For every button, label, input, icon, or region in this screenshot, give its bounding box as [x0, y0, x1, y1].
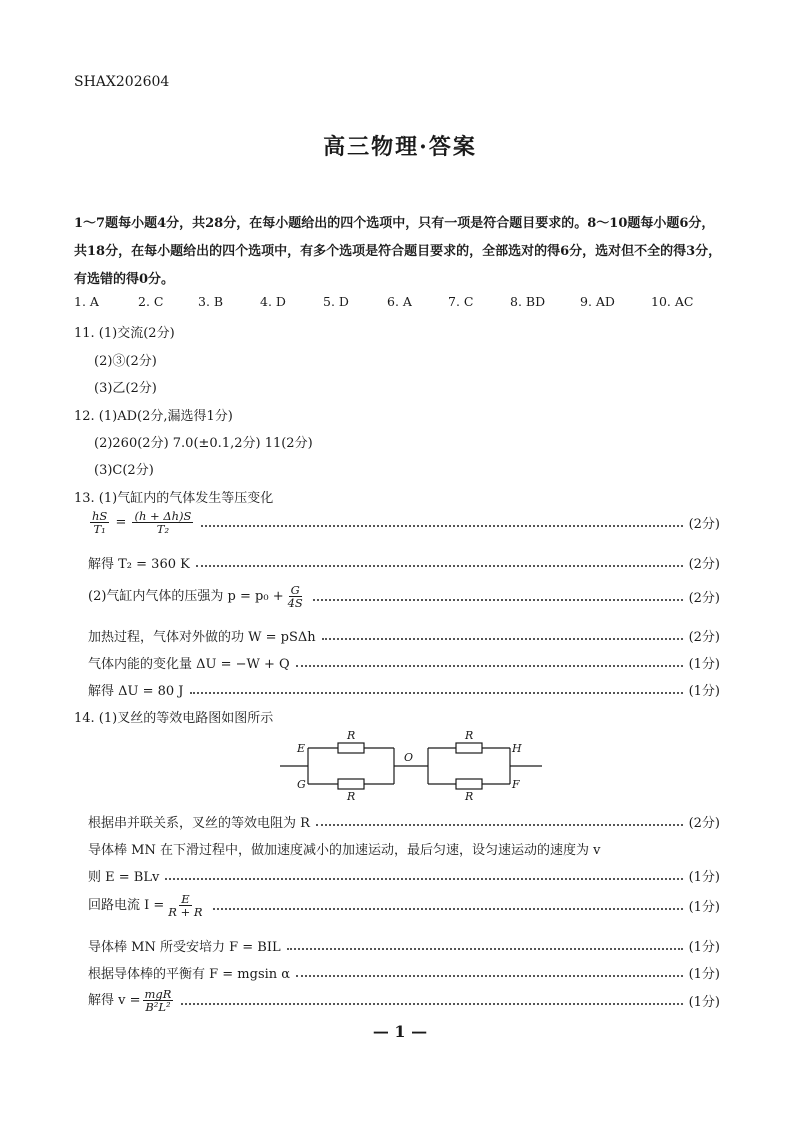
answer-10: 10. AC [651, 294, 694, 309]
score: (1分) [688, 870, 720, 885]
score: (1分) [688, 900, 720, 916]
resistor-top-left [338, 743, 364, 753]
answer-9: 9. AD [580, 294, 615, 309]
q13-row-2: 解得 T₂ = 360 K (2分) [88, 553, 720, 572]
q13-heading: 13. (1)气缸内的气体发生等压变化 [74, 491, 274, 506]
answer-7: 7. C [448, 294, 474, 309]
q11-part2: (2)③(2分) [94, 354, 157, 369]
dot-leader [201, 525, 682, 527]
q11-part1: 11. (1)交流(2分) [74, 326, 175, 341]
score: (1分) [688, 657, 720, 672]
q12-part1: 12. (1)AD(2分,漏选得1分) [74, 409, 233, 424]
q14-row-1: 根据串并联关系，叉丝的等效电阻为 R (2分) [88, 812, 720, 831]
resistor-bottom-left [338, 779, 364, 789]
resistor-bottom-right [456, 779, 482, 789]
q14-row-2: 导体棒 MN 在下滑过程中，做加速度减小的加速运动，最后匀速，设匀速运动的速度为 v [88, 843, 601, 858]
charles-law-equation: $\frac{hS}{\text{T₁}}$ = $\frac{(h + \Delta h)S}{\text{T₂}}$ [92, 509, 192, 537]
answer-2: 2. C [138, 294, 164, 309]
answer-5: 5. D [323, 294, 349, 309]
resistor-label: R [465, 729, 474, 742]
node-label-G: G [297, 778, 306, 791]
node-label-F: F [512, 778, 520, 791]
q14-heading: 14. (1)叉丝的等效电路图如图所示 [74, 711, 274, 726]
score: (1分) [688, 995, 720, 1011]
score: (1分) [688, 967, 720, 982]
answer-6: 6. A [387, 294, 412, 309]
score: (2分) [688, 630, 720, 645]
score: (2分) [688, 557, 720, 572]
resistor-label: R [347, 790, 356, 800]
answer-3: 3. B [198, 294, 224, 309]
score: (2分) [688, 517, 720, 533]
answer-8: 8. BD [510, 294, 546, 309]
instructions-line-3: 有选错的得0分。 [74, 272, 175, 287]
page-number: — 1 — [372, 1022, 428, 1041]
q14-row-5: 导体棒 MN 所受安培力 F = BIL (1分) [88, 936, 720, 955]
node-label-E: E [297, 742, 306, 755]
q14-row-6: 根据导体棒的平衡有 F = mgsin α (1分) [88, 963, 720, 982]
instructions-line-2: 共18分，在每小题给出的四个选项中，有多个选项是符合题目要求的，全部选对的得6分，选对但不全的得3分， [74, 244, 722, 259]
q12-part3: (3)C(2分) [94, 463, 154, 478]
node-label-O: O [404, 751, 414, 764]
answer-1: 1. A [74, 294, 99, 309]
score: (1分) [688, 940, 720, 955]
instructions-line-1: 1～7题每小题4分，共28分，在每小题给出的四个选项中，只有一项是符合题目要求的。8～10题每小题6分， [74, 216, 715, 231]
equivalent-circuit-diagram [280, 728, 542, 800]
node-label-H: H [512, 742, 522, 755]
q11-part3: (3)乙(2分) [94, 381, 157, 396]
q14-row-7: 解得 v = $\frac{\text{mgR}}{\text{B²L²}}$ (1分) [88, 987, 720, 1015]
score: (2分) [688, 591, 720, 607]
q13-row-4: 加热过程，气体对外做的功 W = pSΔh (2分) [88, 626, 720, 645]
q13-row-3: (2)气缸内气体的压强为 p = p₀ + $\frac{G}{4S}$ (2分) [88, 583, 720, 611]
q13-row-5: 气体内能的变化量 ΔU = −W + Q (1分) [88, 653, 720, 672]
q14-row-3: 则 E = BLv (1分) [88, 866, 720, 885]
q13-equation-row [88, 510, 720, 535]
document-code: SHAX202604 [74, 74, 170, 90]
answer-4: 4. D [260, 294, 286, 309]
resistor-label: R [465, 790, 474, 800]
score: (1分) [688, 684, 720, 699]
q12-part2: (2)260(2分) 7.0(±0.1,2分) 11(2分) [94, 436, 313, 451]
q14-row-4: 回路电流 I = $\frac{E}{R + R}$ (1分) [88, 892, 720, 920]
resistor-top-right [456, 743, 482, 753]
page-title: 高三物理·答案 [323, 134, 477, 160]
q13-row-6: 解得 ΔU = 80 J (1分) [88, 680, 720, 699]
resistor-label: R [347, 729, 356, 742]
score: (2分) [688, 816, 720, 831]
